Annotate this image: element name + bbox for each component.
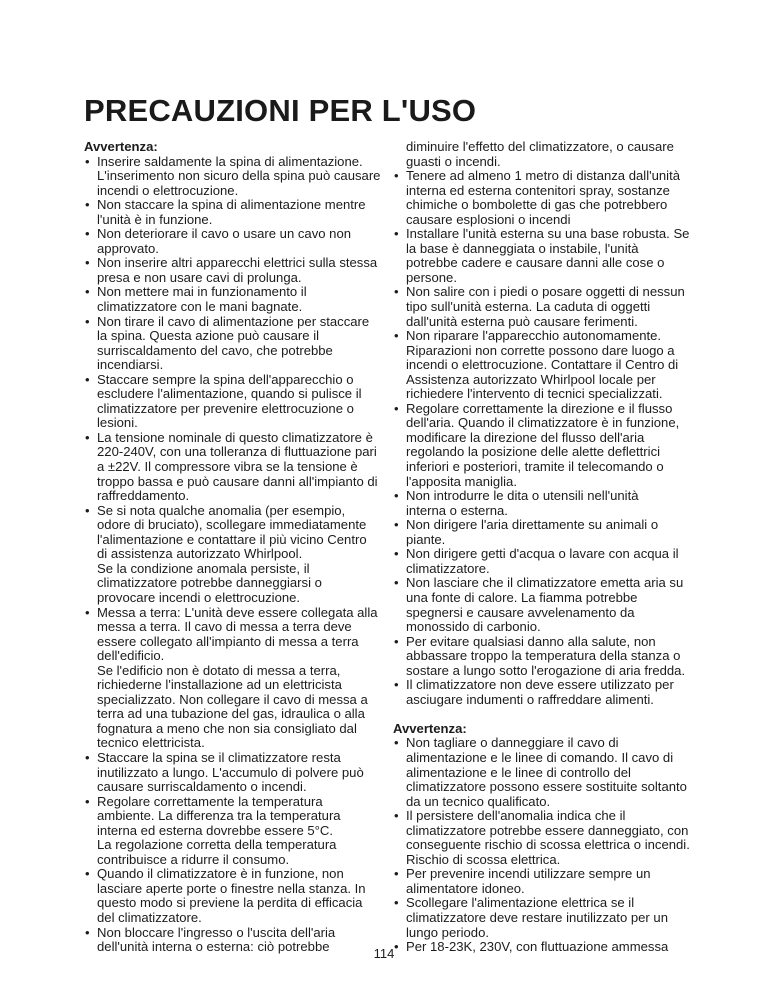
bullet-item: • Non deteriorare il cavo o usare un cavo non xyxy=(84,227,384,242)
bullet-item: • Messa a terra: L'unità deve essere collegata alla xyxy=(84,606,384,621)
bullet-item: • Non lasciare che il climatizzatore emetta aria su xyxy=(393,576,693,591)
bullet-item: • Non dirigere getti d'acqua o lavare con acqua il xyxy=(393,547,693,562)
bullet-continuation: interna ed esterna contenitori spray, sostanze xyxy=(406,182,670,198)
bullet-continuation: La regolazione corretta della temperatura xyxy=(97,837,337,853)
left-column-lines xyxy=(84,140,384,955)
page-number: 114 xyxy=(373,946,395,961)
bullet-continuation: spegnersi e causare avvelenamento da xyxy=(406,604,635,620)
bullet-continuation: incendiarsi. xyxy=(97,357,164,373)
bullet-continuation: contribuisce a ridurre il consumo. xyxy=(97,851,290,867)
bullet-continuation: Se l'edificio non è dotato di messa a terra, xyxy=(97,662,341,678)
bullet-continuation: diminuire l'effetto del climatizzatore, o causare xyxy=(406,139,674,154)
section-heading: Avvertenza: xyxy=(393,720,467,736)
bullet-continuation: odore di bruciato), scollegare immediatamente xyxy=(97,517,367,533)
left-column xyxy=(84,140,384,955)
bullet-continuation: inutilizzato a lungo. L'accumulo di polvere può xyxy=(97,764,364,780)
bullet-continuation: Assistenza autorizzato Whirlpool locale per xyxy=(406,371,656,387)
bullet-item: • Per evitare qualsiasi danno alla salute, non xyxy=(393,635,693,650)
bullet-continuation: richiederne l'installazione ad un elettricista xyxy=(97,677,342,693)
right-column xyxy=(393,140,693,955)
bullet-continuation: causare surriscaldamento o incendi. xyxy=(97,779,307,795)
bullet-item: • Non staccare la spina di alimentazione mentre xyxy=(84,198,384,213)
bullet-item: • La tensione nominale di questo climatizzatore è xyxy=(84,431,384,446)
bullet-continuation: una fonte di calore. La fiamma potrebbe xyxy=(406,589,638,605)
bullet-continuation: dell'unità interna o esterna: ciò potrebbe xyxy=(97,939,330,955)
bullet-item: • Regolare correttamente la direzione e il flusso xyxy=(393,402,693,417)
bullet-continuation: la spina. Questa azione può causare il xyxy=(97,328,320,344)
section-heading: Avvertenza: xyxy=(84,139,158,154)
bullet-continuation: richiedere l'intervento di tecnici specializzati. xyxy=(406,386,663,402)
bullet-continuation: causare esplosioni o incendi xyxy=(406,211,571,227)
bullet-continuation: lungo periodo. xyxy=(406,924,489,940)
page-title: PRECAUZIONI PER L'USO xyxy=(84,93,477,128)
bullet-item: • Quando il climatizzatore è in funzione, non xyxy=(84,867,384,882)
bullet-continuation: questo modo si previene la perdita di efficacia xyxy=(97,895,363,911)
bullet-item: • Scollegare l'alimentazione elettrica se il xyxy=(393,896,693,911)
bullet-item: • Per prevenire incendi utilizzare sempre un xyxy=(393,867,693,882)
bullet-item: • Non riparare l'apparecchio autonomamente. xyxy=(393,329,693,344)
bullet-continuation: monossido di carbonio. xyxy=(406,619,541,635)
bullet-continuation: potrebbe cadere e causare danni alle cose o xyxy=(406,255,665,271)
bullet-continuation: del climatizzatore. xyxy=(97,909,202,925)
bullet-continuation: tipo sull'unità esterna. La caduta di oggetti xyxy=(406,299,651,315)
bullet-item: • Non tirare il cavo di alimentazione per staccare xyxy=(84,315,384,330)
bullet-item: • Regolare correttamente la temperatura xyxy=(84,795,384,810)
bullet-continuation: surriscaldamento del cavo, che potrebbe xyxy=(97,342,333,358)
bullet-item: • Non introdurre le dita o utensili nell'unità xyxy=(393,489,693,504)
bullet-continuation: dell'edificio. xyxy=(97,648,165,664)
bullet-item: • Staccare sempre la spina dell'apparecchio o xyxy=(84,373,384,388)
bullet-continuation: troppo bassa e può causare danni all'impianto di xyxy=(97,473,378,489)
bullet-continuation: climatizzatore potrebbe essere danneggiato, con xyxy=(406,822,689,838)
bullet-continuation: escludere l'alimentazione, quando si pulisce il xyxy=(97,386,362,402)
bullet-continuation: chimiche o bombolette di gas che potrebbero xyxy=(406,197,668,213)
bullet-continuation: abbassare troppo la temperatura della stanza o xyxy=(406,648,681,664)
bullet-continuation: la base è danneggiata o instabile, l'unità xyxy=(406,240,639,256)
bullet-item: • Inserire saldamente la spina di alimentazione. xyxy=(84,155,384,170)
bullet-continuation: presa e non usare cavi di prolunga. xyxy=(97,269,302,285)
bullet-continuation: piante. xyxy=(406,531,446,547)
bullet-continuation: alimentazione e le linee di comando. Il cavo di xyxy=(406,749,674,765)
bullet-continuation: 220-240V, con una tolleranza di fluttuazione pari xyxy=(97,444,377,460)
bullet-continuation: climatizzatore. xyxy=(406,560,490,576)
bullet-continuation: sostare a lungo sotto l'erogazione di aria fredda. xyxy=(406,662,686,678)
bullet-continuation: terra ad una tubazione del gas, idraulica o alla xyxy=(97,706,365,722)
bullet-item: • Tenere ad almeno 1 metro di distanza dall'unità xyxy=(393,169,693,184)
bullet-item: • Non bloccare l'ingresso o l'uscita dell'aria xyxy=(84,926,384,941)
bullet-continuation: alimentazione e le linee di controllo del xyxy=(406,764,631,780)
bullet-continuation: incendi o elettrocuzione. Contattare il Centro di xyxy=(406,357,679,373)
bullet-continuation: interna o esterna. xyxy=(406,502,508,518)
bullet-continuation: dell'aria. Quando il climatizzatore è in funzione, xyxy=(406,415,680,431)
bullet-item: • Il climatizzatore non deve essere utilizzato per xyxy=(393,678,693,693)
bullet-continuation: l'alimentazione e contattare il più vicino Centro xyxy=(97,531,367,547)
bullet-continuation: Riparazioni non corrette possono dare luogo a xyxy=(406,342,675,358)
bullet-item: • Il persistere dell'anomalia indica che il xyxy=(393,809,693,824)
bullet-continuation: climatizzatore deve restare inutilizzato per un xyxy=(406,909,668,925)
bullet-continuation: alimentatore idoneo. xyxy=(406,880,525,896)
bullet-continuation: regolando la posizione delle alette deflettrici xyxy=(406,444,661,460)
bullet-continuation: di assistenza autorizzato Whirlpool. xyxy=(97,546,303,562)
bullet-item: • Non inserire altri apparecchi elettrici sulla stessa xyxy=(84,256,384,271)
bullet-continuation: climatizzatore potrebbe danneggiarsi o xyxy=(97,575,322,591)
bullet-continuation: messa a terra. Il cavo di messa a terra deve xyxy=(97,619,352,635)
bullet-continuation: inferiori e posteriori, tramite il telecomando o xyxy=(406,459,664,475)
bullet-continuation: asciugare indumenti o raffreddare alimenti. xyxy=(406,691,654,707)
bullet-item: • Installare l'unità esterna su una base robusta. Se xyxy=(393,227,693,242)
bullet-continuation: climatizzatore possono essere sostituite soltanto xyxy=(406,779,687,795)
bullet-continuation: Rischio di scossa elettrica. xyxy=(406,851,561,867)
bullet-item: • Non tagliare o danneggiare il cavo di xyxy=(393,736,693,751)
bullet-continuation: lesioni. xyxy=(97,415,138,431)
bullet-continuation: dall'unità esterna può causare ferimenti. xyxy=(406,313,638,329)
bullet-continuation: approvato. xyxy=(97,240,159,256)
bullet-continuation: climatizzatore con le mani bagnate. xyxy=(97,299,303,315)
bullet-continuation: conseguente rischio di scossa elettrica o incendi. xyxy=(406,837,690,853)
bullet-continuation: a ±22V. Il compressore vibra se la tensione è xyxy=(97,459,358,475)
bullet-continuation: tecnico elettricista. xyxy=(97,735,205,751)
bullet-continuation: da un tecnico qualificato. xyxy=(406,793,551,809)
bullet-item: • Se si nota qualche anomalia (per esempio, xyxy=(84,504,384,519)
bullet-continuation: l'apposita maniglia. xyxy=(406,473,517,489)
bullet-item: • Non salire con i piedi o posare oggetti di nessun xyxy=(393,285,693,300)
bullet-continuation: l'unità è in funzione. xyxy=(97,211,213,227)
bullet-continuation: specializzato. Non collegare il cavo di messa a xyxy=(97,691,368,707)
spacer xyxy=(393,707,693,722)
bullet-continuation: incendi o elettrocuzione. xyxy=(97,182,239,198)
bullet-item: • Non mettere mai in funzionamento il xyxy=(84,285,384,300)
bullet-item: • Non dirigere l'aria direttamente su animali o xyxy=(393,518,693,533)
bullet-continuation: climatizzatore per prevenire elettrocuzione o xyxy=(97,400,354,416)
bullet-continuation: ambiente. La differenza tra la temperatura xyxy=(97,808,341,824)
bullet-continuation: essere collegato all'impianto di messa a terra xyxy=(97,633,359,649)
bullet-continuation: modificare la direzione del flusso dell'aria xyxy=(406,429,645,445)
bullet-item: • Per 18-23K, 230V, con fluttuazione ammessa xyxy=(393,940,693,955)
bullet-continuation: lasciare aperte porte o finestre nella stanza. In xyxy=(97,880,366,896)
bullet-continuation: raffreddamento. xyxy=(97,488,190,504)
bullet-continuation: fognatura a meno che non sia consigliato dal xyxy=(97,720,357,736)
bullet-continuation: persone. xyxy=(406,269,457,285)
bullet-continuation: L'inserimento non sicuro della spina può causare xyxy=(97,168,381,184)
bullet-item: • Staccare la spina se il climatizzatore resta xyxy=(84,751,384,766)
bullet-continuation: Se la condizione anomala persiste, il xyxy=(97,560,310,576)
bullet-continuation: guasti o incendi. xyxy=(406,153,501,169)
right-column-lines xyxy=(393,140,693,955)
bullet-continuation: provocare incendi o elettrocuzione. xyxy=(97,589,301,605)
bullet-continuation: interna ed esterna dovrebbe essere 5°C. xyxy=(97,822,333,838)
